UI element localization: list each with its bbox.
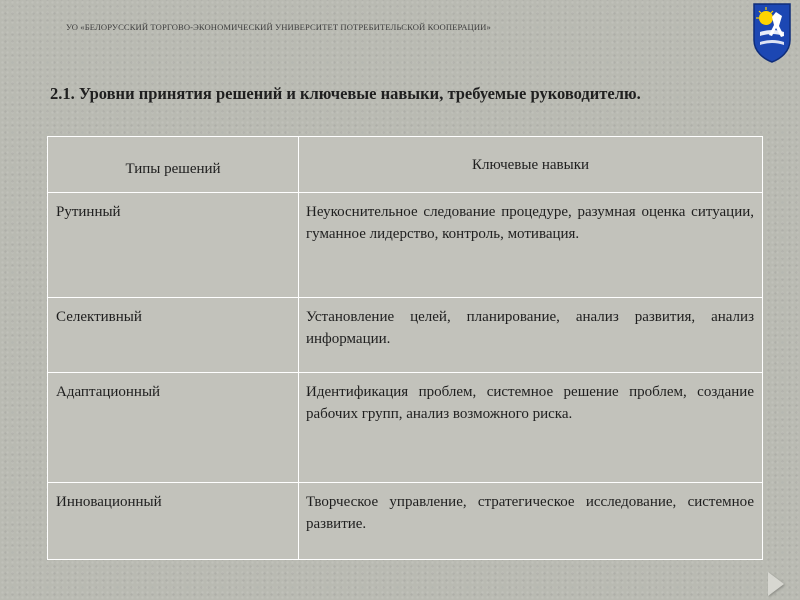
table-row: [48, 373, 763, 483]
next-slide-arrow-icon[interactable]: [768, 572, 784, 596]
university-header: УО «БЕЛОРУССКИЙ ТОРГОВО-ЭКОНОМИЧЕСКИЙ УНИВЕРСИТЕТ ПОТРЕБИТЕЛЬСКОЙ КООПЕРАЦИИ»: [66, 22, 491, 32]
decision-type-cell: Инновационный: [48, 483, 299, 560]
page-title: 2.1. Уровни принятия решений и ключевые навыки, требуемые руководителю.: [50, 84, 641, 103]
key-skills-cell: Идентификация проблем, системное решение проблем, создание рабочих групп, анализ возможного риска.: [299, 373, 763, 483]
decision-type-cell: Адаптационный: [48, 373, 299, 483]
key-skills-cell: Неукоснительное следование процедуре, разумная оценка ситуации, гуманное лидерство, контроль, мотивация.: [299, 193, 763, 298]
column-header-decision-types: Типы решений: [48, 137, 299, 193]
key-skills-cell: Установление целей, планирование, анализ развития, анализ информации.: [299, 298, 763, 373]
table-header-row: [48, 137, 763, 193]
key-skills-cell: Творческое управление, стратегическое исследование, системное развитие.: [299, 483, 763, 560]
column-header-key-skills: Ключевые навыки: [299, 137, 763, 193]
table-row: [48, 483, 763, 560]
table-row: [48, 193, 763, 298]
decision-levels-table: [47, 136, 763, 560]
decision-type-cell: Рутинный: [48, 193, 299, 298]
table-row: [48, 298, 763, 373]
university-crest-icon: [752, 2, 792, 64]
decision-type-cell: Селективный: [48, 298, 299, 373]
